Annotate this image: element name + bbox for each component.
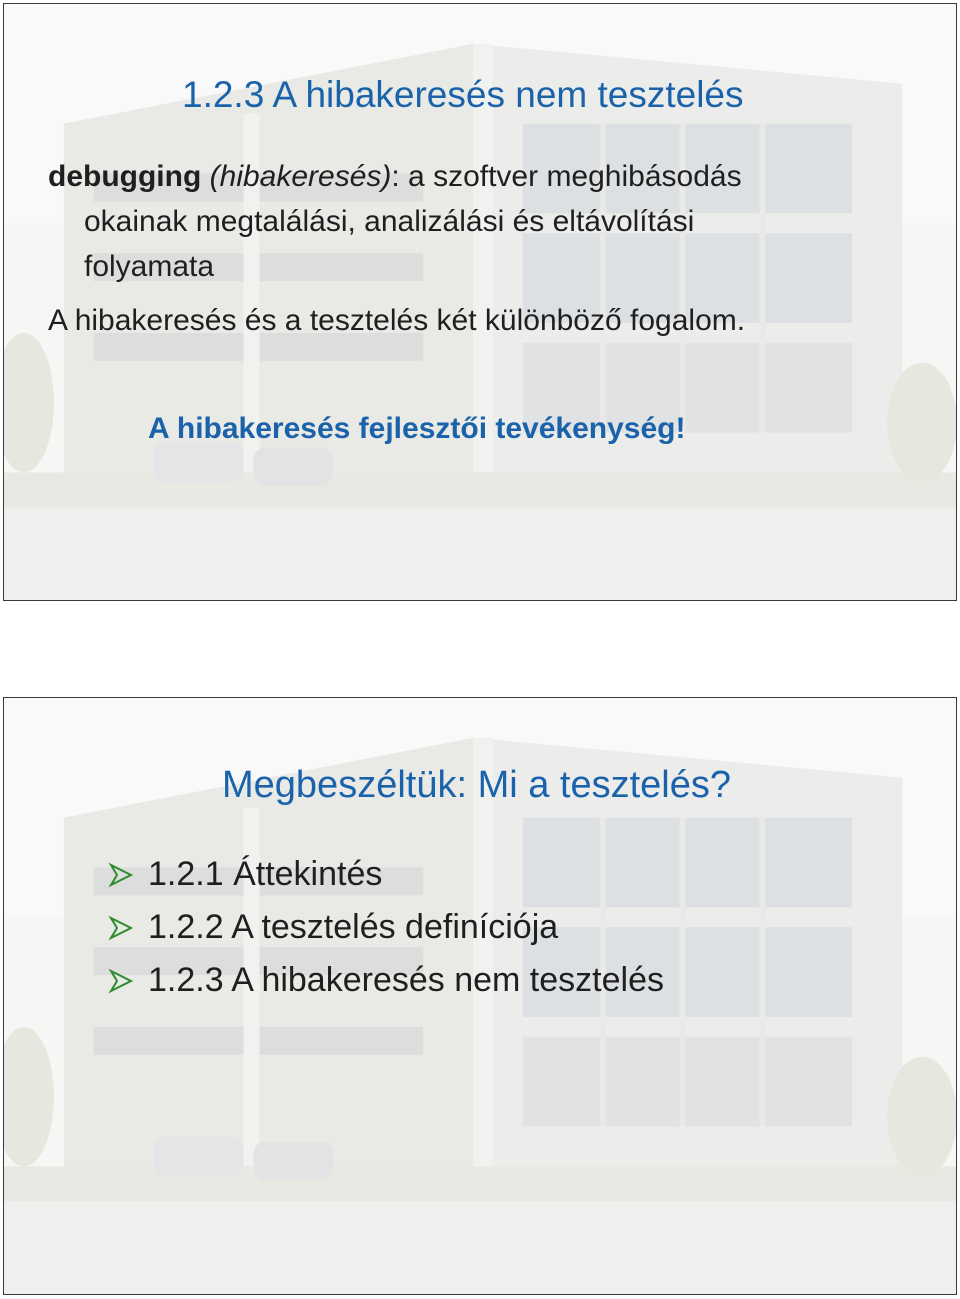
- definition-line-1-rest: : a szoftver meghibásodás: [391, 160, 742, 193]
- arrow-bullet-icon: [108, 968, 134, 994]
- slide-title: 1.2.3 A hibakeresés nem tesztelés: [182, 74, 744, 115]
- summary-list: [108, 848, 664, 1007]
- list-item-label: 1.2.3 A hibakeresés nem tesztelés: [148, 961, 664, 999]
- definition-term-translation: (hibakeresés): [209, 160, 392, 193]
- slide-2-content: [4, 698, 956, 1294]
- list-item-label: 1.2.2 A tesztelés definíciója: [148, 908, 559, 946]
- definition-term: debugging: [48, 160, 202, 193]
- statement-text: A hibakeresés és a tesztelés két különböző fogalom.: [48, 304, 746, 337]
- slide-2: [3, 697, 957, 1295]
- arrow-bullet-icon: [108, 862, 134, 888]
- arrow-bullet-icon: [108, 915, 134, 941]
- list-item: [108, 848, 664, 901]
- definition-line-2: okainak megtalálási, analizálási és eltávolítási: [84, 205, 695, 238]
- slide-1: [3, 3, 957, 601]
- definition-line-1: [48, 162, 742, 192]
- emphasis-text: A hibakeresés fejlesztői tevékenység!: [148, 412, 686, 445]
- list-item: [108, 901, 664, 954]
- list-item-label: 1.2.1 Áttekintés: [148, 855, 383, 893]
- definition-line-3: folyamata: [84, 250, 215, 283]
- slide-title: Megbeszéltük: Mi a tesztelés?: [222, 764, 732, 806]
- slide-1-content: [4, 4, 956, 600]
- list-item: [108, 954, 664, 1007]
